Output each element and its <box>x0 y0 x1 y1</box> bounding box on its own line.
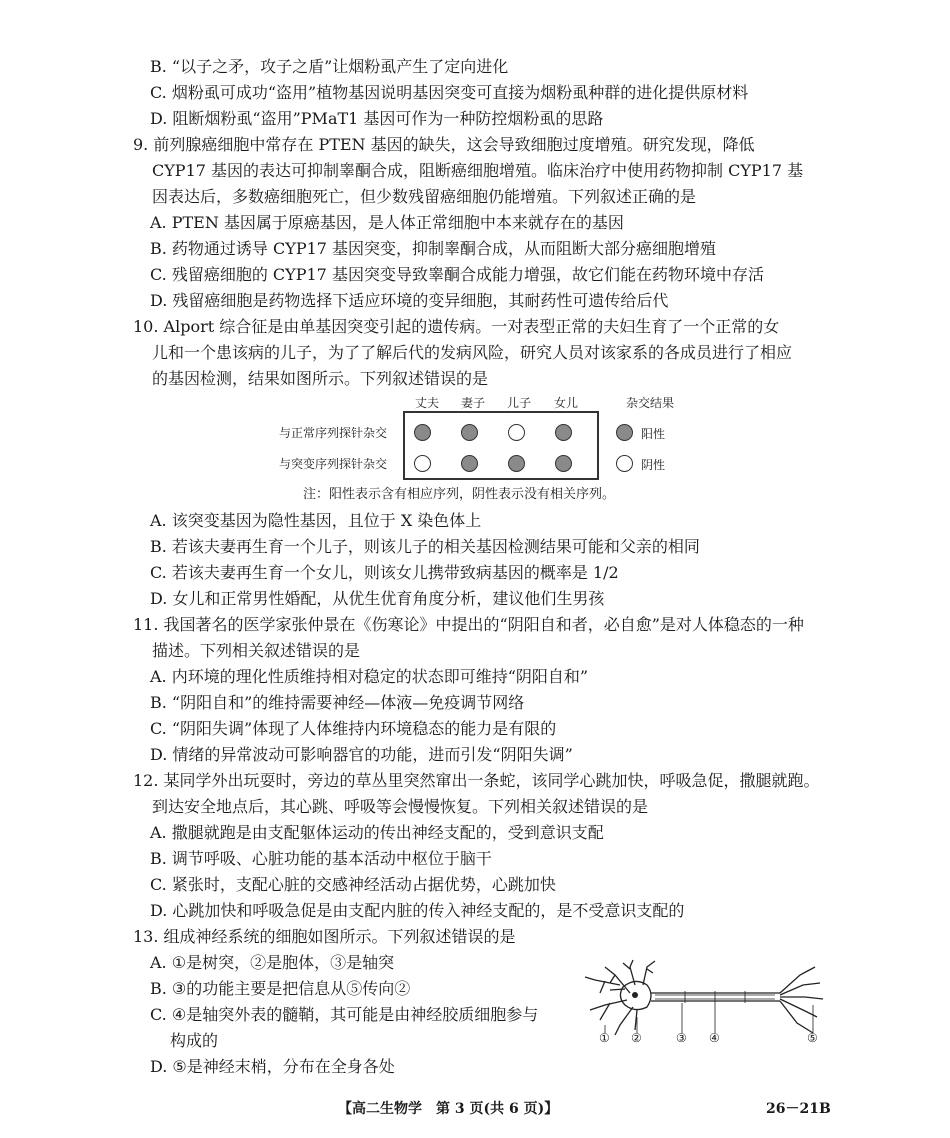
neuron-diagram <box>575 955 830 1045</box>
paper-code: 26－21B <box>766 1101 831 1117</box>
col-header-daughter: 女儿 <box>554 396 579 410</box>
legend-negative-circle <box>616 455 633 472</box>
q10-stem-3: 的基因检测，结果如图所示。下列叙述错误的是 <box>152 369 489 388</box>
result-circle-mutant-husband <box>414 455 431 472</box>
q9-option-c: C. 残留癌细胞的 CYP17 基因突变导致睾酮合成能力增强，故它们能在药物环境中存活 <box>150 265 764 284</box>
result-grid-frame <box>403 411 599 480</box>
q10-option-b: B. 若该夫妻再生育一个儿子，则该儿子的相关基因检测结果可能和父亲的相同 <box>150 537 700 556</box>
q9-stem-2: CYP17 基因的表达可抑制睾酮合成，阻断癌细胞增殖。临床治疗中使用药物抑制 CYP17 基 <box>152 161 804 180</box>
q12-option-b: B. 调节呼吸、心脏功能的基本活动中枢位于脑干 <box>150 849 492 868</box>
q9-stem-1: 9. 前列腺癌细胞中常存在 PTEN 基因的缺失，这会导致细胞过度增殖。研究发现，降低 <box>133 135 755 154</box>
q8-option-c: C. 烟粉虱可成功“盗用”植物基因说明基因突变可直接为烟粉虱种群的进化提供原材料 <box>150 83 749 102</box>
q12-option-c: C. 紧张时，支配心脏的交感神经活动占据优势，心跳加快 <box>150 875 556 894</box>
q11-option-c: C. “阴阳失调”体现了人体维持内环境稳态的能力是有限的 <box>150 719 557 738</box>
result-circle-mutant-son <box>508 455 525 472</box>
row-label-normal-probe: 与正常序列探针杂交 <box>279 426 388 440</box>
q10-stem-1: 10. Alport 综合征是由单基因突变引起的遗传病。一对表型正常的夫妇生育了一个正常的女 <box>133 317 780 336</box>
result-header: 杂交结果 <box>626 396 675 410</box>
q12-stem-1: 12. 某同学外出玩耍时，旁边的草丛里突然窜出一条蛇，该同学心跳加快，呼吸急促，撒腿就跑。 <box>133 771 820 790</box>
result-circle-normal-husband <box>414 424 431 441</box>
q9-option-b: B. 药物通过诱导 CYP17 基因突变，抑制睾酮合成，从而阻断大部分癌细胞增殖 <box>150 239 717 258</box>
q9-option-d: D. 残留癌细胞是药物选择下适应环境的变异细胞，其耐药性可遗传给后代 <box>150 291 669 310</box>
neuron-label-1: ① <box>599 1031 610 1045</box>
result-circle-normal-wife <box>461 424 478 441</box>
q9-option-a: A. PTEN 基因属于原癌基因，是人体正常细胞中本来就存在的基因 <box>150 213 624 232</box>
legend-negative-label: 阴性 <box>641 458 666 472</box>
q11-stem-1: 11. 我国著名的医学家张仲景在《伤寒论》中提出的“阴阳自和者，必自愈”是对人体稳态的一种 <box>133 615 804 634</box>
col-header-son: 儿子 <box>507 396 532 410</box>
q13-option-c-1: C. ④是轴突外表的髓鞘，其可能是由神经胶质细胞参与 <box>150 1005 539 1024</box>
q12-option-d: D. 心跳加快和呼吸急促是由支配内脏的传入神经支配的，是不受意识支配的 <box>150 901 685 920</box>
q13-option-c-2: 构成的 <box>170 1031 219 1050</box>
neuron-label-3: ③ <box>676 1031 687 1045</box>
result-circle-normal-daughter <box>555 424 572 441</box>
nucleus-dot <box>632 992 638 998</box>
col-header-wife: 妻子 <box>461 396 486 410</box>
q11-option-d: D. 情绪的异常波动可影响器官的功能，进而引发“阴阳失调” <box>150 745 573 764</box>
q11-option-b: B. “阴阳自和”的维持需要神经—体液—免疫调节网络 <box>150 693 525 712</box>
neuron-label-2: ② <box>631 1031 642 1045</box>
figure-note: 注：阳性表示含有相应序列，阴性表示没有相关序列。 <box>303 487 616 502</box>
neuron-label-5: ⑤ <box>807 1031 818 1045</box>
q10-option-a: A. 该突变基因为隐性基因，且位于 X 染色体上 <box>150 511 482 530</box>
col-header-husband: 丈夫 <box>415 396 440 410</box>
q11-option-a: A. 内环境的理化性质维持相对稳定的状态即可维持“阴阳自和” <box>150 667 589 686</box>
q13-option-b: B. ③的功能主要是把信息从⑤传向② <box>150 979 411 998</box>
q13-option-a: A. ①是树突，②是胞体，③是轴突 <box>150 953 395 972</box>
result-circle-mutant-wife <box>461 455 478 472</box>
q13-stem: 13. 组成神经系统的细胞如图所示。下列叙述错误的是 <box>133 927 516 946</box>
row-label-mutant-probe: 与突变序列探针杂交 <box>279 457 388 471</box>
legend-positive-label: 阳性 <box>641 427 666 441</box>
q10-option-c: C. 若该夫妻再生育一个女儿，则该女儿携带致病基因的概率是 1/2 <box>150 563 619 582</box>
q8-option-d: D. 阻断烟粉虱“盗用”PMaT1 基因可作为一种防控烟粉虱的思路 <box>150 109 604 128</box>
neuron-label-4: ④ <box>709 1031 720 1045</box>
result-circle-mutant-daughter <box>555 455 572 472</box>
q9-stem-3: 因表达后，多数癌细胞死亡，但少数残留癌细胞仍能增殖。下列叙述正确的是 <box>152 187 697 206</box>
q8-option-b: B. “以子之矛，攻子之盾”让烟粉虱产生了定向进化 <box>150 57 509 76</box>
page-footer: 【高二生物学 第 3 页(共 6 页)】 <box>338 1101 559 1117</box>
result-circle-normal-son <box>508 424 525 441</box>
q12-stem-2: 到达安全地点后，其心跳、呼吸等会慢慢恢复。下列相关叙述错误的是 <box>152 797 649 816</box>
q10-stem-2: 儿和一个患该病的儿子，为了了解后代的发病风险，研究人员对该家系的各成员进行了相应 <box>152 343 793 362</box>
q11-stem-2: 描述。下列相关叙述错误的是 <box>152 641 361 660</box>
q13-option-d: D. ⑤是神经末梢，分布在全身各处 <box>150 1057 395 1076</box>
q12-option-a: A. 撒腿就跑是由支配躯体运动的传出神经支配的，受到意识支配 <box>150 823 604 842</box>
legend-positive-circle <box>616 424 633 441</box>
q10-option-d: D. 女儿和正常男性婚配，从优生优育角度分析，建议他们生男孩 <box>150 589 605 608</box>
